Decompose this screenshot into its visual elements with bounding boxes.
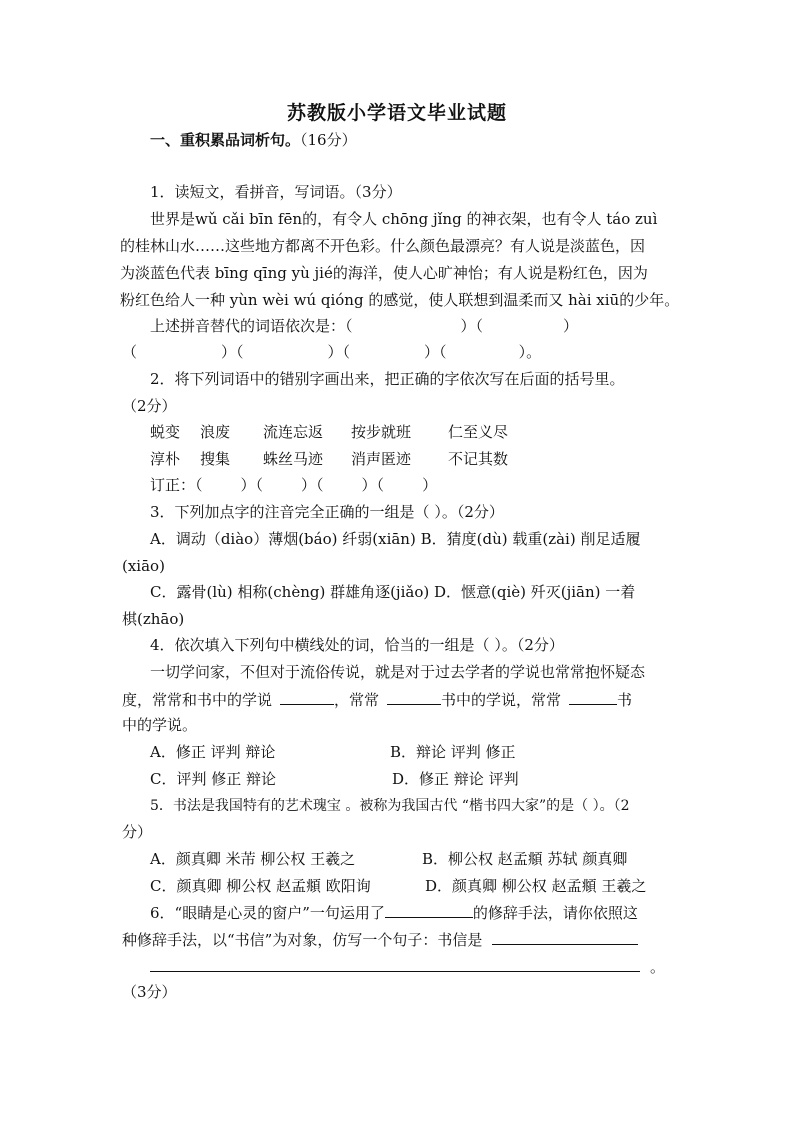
section-heading bbox=[150, 130, 357, 150]
word: 淳朴 bbox=[150, 450, 181, 468]
answer-blank[interactable]: ）（ bbox=[221, 343, 244, 361]
word: 搜集 bbox=[200, 450, 231, 468]
fill-blank[interactable] bbox=[280, 689, 334, 705]
word: 仁至义尽 bbox=[448, 423, 509, 441]
word: 蜕变 bbox=[150, 423, 181, 441]
section-score: （16分） bbox=[300, 131, 357, 149]
q5-options-row-1 bbox=[150, 849, 627, 869]
q6-text: 的修辞手法，请你依照这 bbox=[472, 904, 638, 922]
answer-blank[interactable]: ） bbox=[563, 317, 579, 335]
q2-word-row-1 bbox=[150, 422, 508, 442]
sentence-blank-continued[interactable] bbox=[150, 956, 640, 972]
q1-line: 粉红色给人一种 yùn wèi wú qióng 的感觉，使人联想到温柔而又 hài xiū的少年。 bbox=[120, 291, 680, 309]
option-d: D．颜真卿 柳公权 赵孟頫 王羲之 bbox=[425, 877, 647, 895]
fill-blank[interactable] bbox=[387, 689, 441, 705]
answer-blank[interactable]: ）（ bbox=[424, 343, 447, 361]
q1-answer-row-1 bbox=[150, 316, 578, 336]
exam-title: 苏教版小学语文毕业试题 bbox=[286, 102, 507, 124]
q4-options-row-2 bbox=[150, 769, 519, 789]
passage-text: 书中的学说，常常 bbox=[441, 691, 562, 709]
q1-line: 的桂林山水……这些地方都离不开色彩。什么颜色最漂亮？有人说是淡蓝色，因 bbox=[120, 237, 646, 255]
q5-options-row-2 bbox=[150, 876, 646, 896]
word: 流连忘返 bbox=[263, 423, 324, 441]
q6-stem-cont bbox=[122, 929, 638, 950]
fix-blank[interactable]: ）（ bbox=[301, 476, 324, 494]
q4-passage-blanks bbox=[122, 689, 632, 710]
q2-fix-row bbox=[150, 475, 437, 495]
word: 不记其数 bbox=[448, 450, 509, 468]
section-heading-text: 一、重积累品词析句。 bbox=[150, 131, 301, 149]
option-c: C．颜真卿 柳公权 赵孟頫 欧阳询 bbox=[150, 877, 371, 895]
fix-blank[interactable]: ）（ bbox=[240, 476, 264, 494]
answer-blank[interactable]: ）。 bbox=[518, 343, 542, 361]
passage-text: 书 bbox=[617, 691, 633, 709]
q4-passage-end: 中的学说。 bbox=[122, 716, 198, 734]
q6-period: 。 bbox=[650, 958, 666, 976]
option-a: A．修正 评判 辩论 bbox=[150, 743, 276, 761]
option-d: D．修正 辩论 评判 bbox=[392, 770, 519, 788]
q6-text: 种修辞手法，以“书信”为对象，仿写一个句子：书信是 bbox=[122, 931, 483, 949]
q1-line: 世界是wǔ cǎi bīn fēn的，有令人 chōng jǐng 的神衣架，也有令人 táo zuì bbox=[150, 210, 658, 228]
fix-label: 订正：（ bbox=[150, 476, 203, 494]
q5-stem: 5．书法是我国特有的艺术瑰宝 。被称为我国古代 “楷书四大家”的是（ ）。（2 bbox=[150, 798, 630, 814]
option-a: A．颜真卿 米芾 柳公权 王羲之 bbox=[150, 850, 356, 868]
answer-blank[interactable]: ）（ bbox=[327, 343, 351, 361]
q6-text: 6．“眼睛是心灵的窗户”一句运用了 bbox=[150, 904, 385, 922]
word: 按步就班 bbox=[351, 423, 412, 441]
fix-blank[interactable]: ） bbox=[422, 476, 438, 494]
q1-line: 为淡蓝色代表 bīng qīng yù jié的海洋，使人心旷神怡；有人说是粉红色，因为 bbox=[120, 264, 648, 282]
passage-text: 度，常常和书中的学说 bbox=[122, 691, 273, 709]
q3-stem: 3．下列加点字的注音完全正确的一组是（ ）。（2分） bbox=[150, 503, 504, 521]
q1-answer-row-2 bbox=[122, 342, 541, 362]
answer-prefix: 上述拼音替代的词语依次是：（ bbox=[150, 317, 353, 335]
q4-stem: 4．依次填入下列句中横线处的词，恰当的一组是（ ）。（2分） bbox=[150, 636, 564, 654]
q4-options-row-1 bbox=[150, 742, 516, 762]
q1-stem: 1．读短文，看拼音，写词语。（3分） bbox=[150, 183, 402, 201]
q3-option-ab: A．调动（diào）薄烟(báo) 纤弱(xiān) B．猜度(dù) 载重(zài) 削足适履 bbox=[150, 530, 641, 548]
q2-stem: 2．将下列词语中的错别字画出来，把正确的字依次写在后面的括号里。 bbox=[150, 370, 625, 388]
word: 浪废 bbox=[200, 423, 231, 441]
rhetoric-blank[interactable] bbox=[385, 902, 473, 918]
q3-option-b-cont: (xiāo) bbox=[122, 557, 165, 575]
q6-stem bbox=[150, 902, 638, 923]
word: 蛛丝马迹 bbox=[263, 450, 324, 468]
q4-passage: 一切学问家，不但对于流俗传说，就是对于过去学者的学说也常常抱怀疑态 bbox=[150, 663, 646, 681]
option-c: C．评判 修正 辩论 bbox=[150, 770, 277, 788]
fill-blank[interactable] bbox=[569, 689, 617, 705]
q2-word-row-2 bbox=[150, 449, 508, 469]
answer-blank[interactable]: ）（ bbox=[460, 317, 484, 335]
answer-blank[interactable]: （ bbox=[122, 343, 138, 361]
q6-score: （3分） bbox=[122, 983, 177, 1001]
word: 消声匿迹 bbox=[351, 450, 412, 468]
q5-stem-cont: 分） bbox=[122, 823, 153, 841]
q3-option-cd: C．露骨(lù) 相称(chèng) 群雄角逐(jiǎo) D．惬意(qiè) 歼灭(jiān) 一着 bbox=[150, 583, 636, 601]
passage-text: ，常常 bbox=[334, 691, 380, 709]
option-b: B．辩论 评判 修正 bbox=[390, 743, 516, 761]
fix-blank[interactable]: ）（ bbox=[361, 476, 385, 494]
q2-score: （2分） bbox=[122, 397, 177, 415]
q3-option-d-cont: 棋(zhāo) bbox=[122, 610, 185, 628]
q6-answer-line bbox=[150, 956, 665, 977]
option-b: B．柳公权 赵孟頫 苏轼 颜真卿 bbox=[422, 850, 628, 868]
sentence-blank[interactable] bbox=[492, 929, 638, 945]
